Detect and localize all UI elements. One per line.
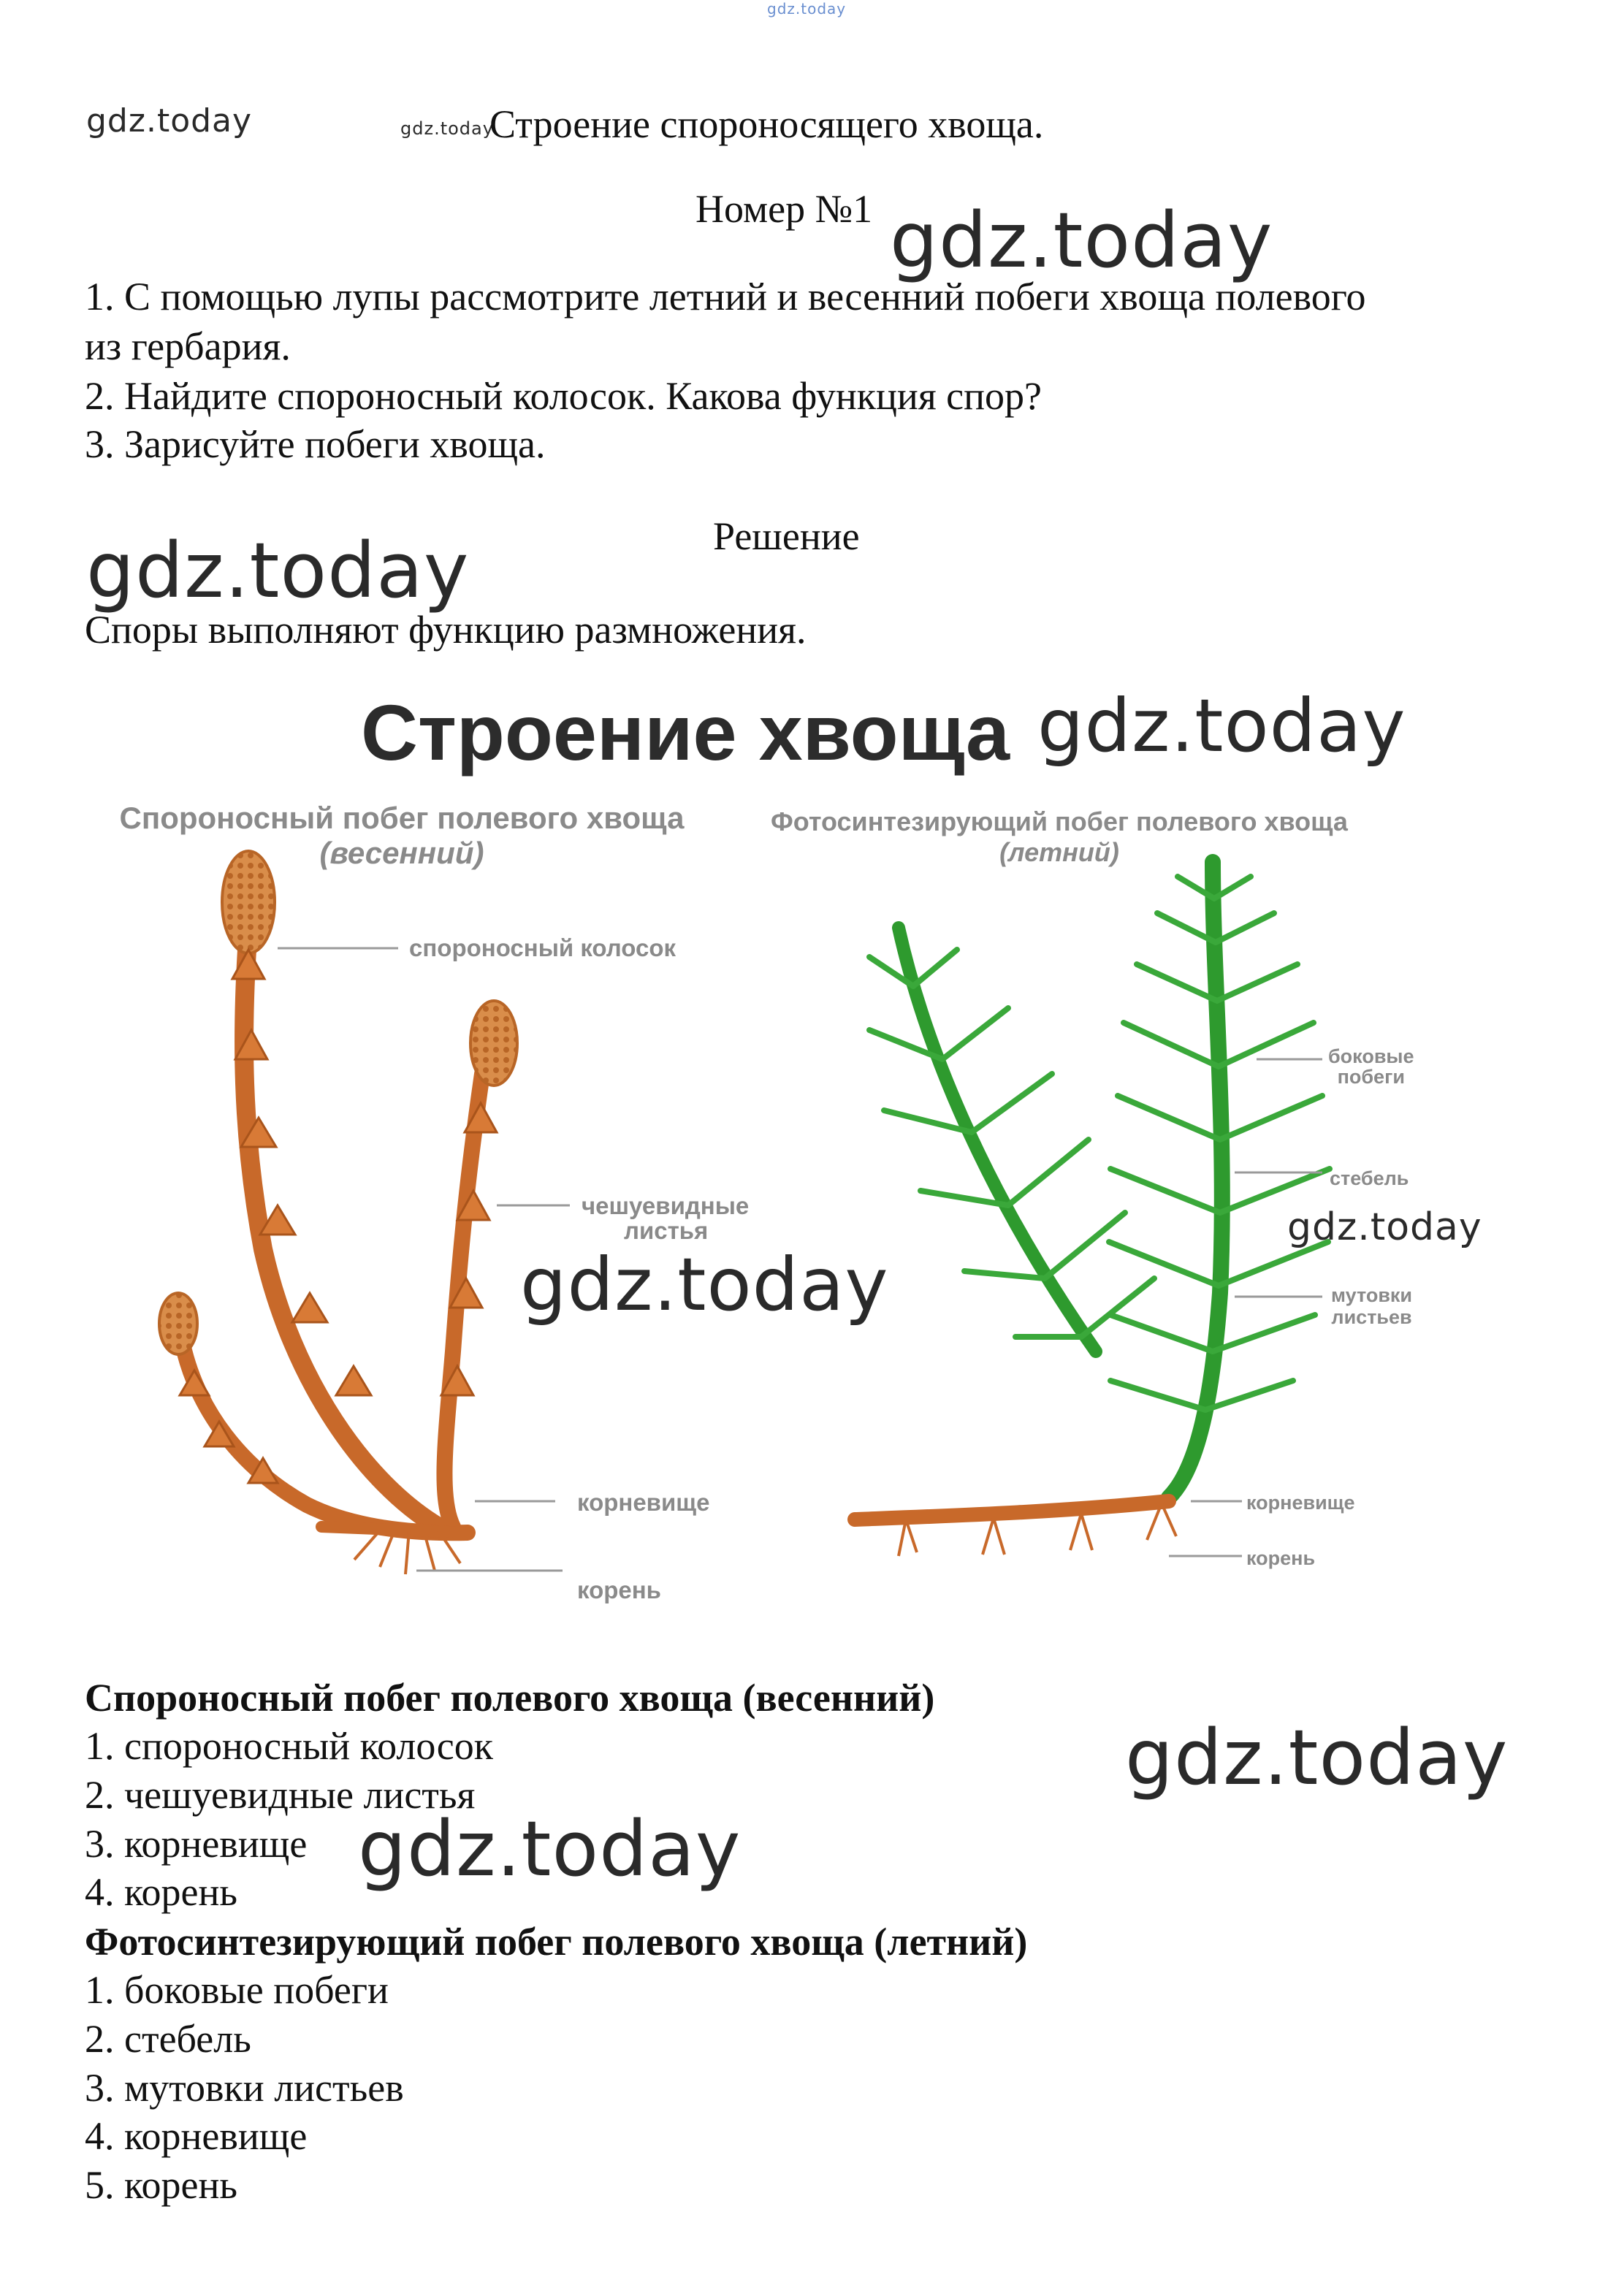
spore-spike xyxy=(159,1293,197,1354)
watermark: gdz.today xyxy=(1125,1713,1509,1802)
list-item: 2. чешуевидные листья xyxy=(85,1773,476,1817)
figure-title: Строение хвоща xyxy=(361,688,1010,777)
label-root-right: корень xyxy=(1246,1547,1316,1569)
task-number: Номер №1 xyxy=(695,187,873,231)
label-side-shoots xyxy=(1328,1046,1414,1087)
side-branches xyxy=(869,877,1330,1410)
label-rhizome-right: корневище xyxy=(1246,1492,1355,1514)
task-line: 1. С помощью лупы рассмотрите летний и весенний побеги хвоща полевого xyxy=(85,275,1366,319)
label-stem: стебель xyxy=(1330,1167,1409,1189)
summer-list-heading: Фотосинтезирующий побег полевого хвоща (летний) xyxy=(85,1920,1028,1964)
spring-caption-sub: (весенний) xyxy=(319,836,484,870)
summer-caption-sub: (летний) xyxy=(999,837,1119,867)
watermark: gdz.today xyxy=(400,118,494,139)
label-side-shoots-2: побеги xyxy=(1337,1066,1405,1088)
list-item: 4. корень xyxy=(85,1870,237,1914)
label-whorls xyxy=(1331,1284,1412,1328)
watermark-top: gdz.today xyxy=(767,0,847,18)
label-root-left: корень xyxy=(577,1576,661,1603)
task-line: 2. Найдите спороносный колосок. Какова функция спор? xyxy=(85,374,1043,418)
spring-caption-text: Спороносный побег полевого хвоща xyxy=(119,801,685,835)
list-item: 2. стебель xyxy=(85,2017,251,2061)
list-item: 4. корневище xyxy=(85,2114,308,2158)
watermark: gdz.today xyxy=(86,526,470,615)
label-scale-leaves-2: листья xyxy=(624,1217,709,1244)
horsetail-illustration xyxy=(0,840,1597,1629)
summer-rhizome xyxy=(855,1501,1169,1519)
label-scale-leaves-1: чешуевидные xyxy=(582,1192,750,1219)
watermark: gdz.today xyxy=(1287,1205,1482,1249)
solution-heading: Решение xyxy=(713,514,860,558)
task-line: из гербария. xyxy=(85,324,291,368)
label-scale-leaves xyxy=(582,1194,749,1243)
watermark: gdz.today xyxy=(890,196,1273,285)
label-rhizome-left: корневище xyxy=(577,1489,710,1516)
list-item: 1. боковые побеги xyxy=(85,1968,389,2012)
list-item: 5. корень xyxy=(85,2163,237,2207)
list-item: 1. спороносный колосок xyxy=(85,1724,493,1768)
spore-spike xyxy=(222,851,275,953)
watermark: gdz.today xyxy=(1037,683,1406,768)
list-item: 3. корневище xyxy=(85,1822,308,1866)
label-whorls-1: мутовки xyxy=(1331,1284,1413,1306)
page-title: Строение спороносящего хвоща. xyxy=(489,102,1044,146)
label-whorls-2: листьев xyxy=(1331,1306,1412,1328)
task-line: 3. Зарисуйте побеги хвоща. xyxy=(85,422,546,466)
watermark: gdz.today xyxy=(86,102,253,140)
list-item: 3. мутовки листьев xyxy=(85,2066,404,2110)
spore-spike xyxy=(470,1001,517,1086)
solution-text: Споры выполняют функцию размножения. xyxy=(85,608,807,652)
watermark: gdz.today xyxy=(358,1804,742,1893)
label-side-shoots-1: боковые xyxy=(1328,1045,1414,1067)
label-spore-spike: спороносный колосок xyxy=(409,934,676,961)
spring-list-heading: Спороносный побег полевого хвоща (весенний) xyxy=(85,1676,935,1720)
summer-caption-text: Фотосинтезирующий побег полевого хвоща xyxy=(771,806,1348,836)
watermark: gdz.today xyxy=(520,1242,889,1327)
